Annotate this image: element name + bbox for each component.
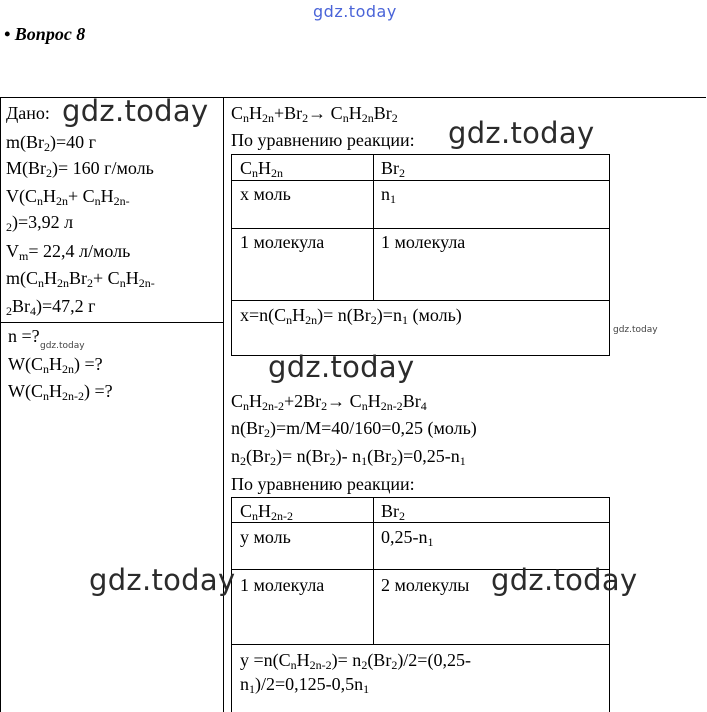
frame-left — [0, 97, 1, 712]
calc-n-br2: $n(Br_2)=m/M=40/160=0,25$ (моль) — [231, 418, 477, 440]
reaction-1: $C_nH_{2n}+Br_2\to C_nH_{2n}Br_2$ — [231, 103, 398, 125]
table-2-cell-excess-br2: $0,25-n_1$ — [381, 527, 434, 549]
find-w-alkyne: $W(C_nH_{2n-2})$ =? — [8, 381, 113, 403]
given-volume-line2: $_2$)=3,92 л — [6, 212, 74, 234]
given-label: Дано: — [6, 103, 50, 123]
table-2-cell-molecule: 1 молекула — [240, 575, 325, 595]
table-2-header-br2: $Br_2$ — [381, 501, 405, 523]
find-w-alkene: $W(C_nH_{2n})$ =? — [8, 354, 103, 376]
table-2-header-alkyne: $C_nH_{2n-2}$ — [240, 501, 294, 523]
table-1-cell-molecule-b: 1 молекула — [381, 232, 466, 252]
table-1-header-br2: $Br_2$ — [381, 158, 405, 180]
question-heading: • Вопрос 8 — [4, 24, 86, 44]
given-molar-volume: $V_m= 22,4$ л/моль — [6, 241, 131, 263]
given-mass-br2: $m(Br_2)=40$ г — [6, 132, 97, 154]
by-equation-label-1: По уравнению реакции: — [231, 130, 415, 150]
table-1-cell-molecule-a: 1 молекула — [240, 232, 325, 252]
table-1-cell-x-mol: x моль — [240, 184, 291, 204]
watermark-middle: gdz.today — [268, 350, 415, 384]
watermark-top: gdz.today — [313, 2, 397, 21]
find-n: n =? — [8, 326, 40, 346]
given-find-separator — [0, 322, 223, 323]
watermark-small-find: gdz.today — [40, 341, 85, 351]
table-2-cell-two-molecules: 2 молекулы — [381, 575, 470, 595]
given-molar-mass-br2: $M(Br_2)= 160$ г/моль — [6, 158, 154, 180]
by-equation-label-2: По уравнению реакции: — [231, 474, 415, 494]
watermark-lower-right: gdz.today — [491, 563, 638, 597]
table-2-footer-line2: $n_1)/2=0,125-0,5n_1$ — [240, 674, 370, 696]
given-volume-line1: $V(C_nH_{2n}+ C_nH_{2n-}$ — [6, 186, 130, 208]
table-1-footer: $x=n(C_nH_{2n})= n(Br_2)=n_1$ (моль) — [240, 305, 462, 327]
reaction-2: $C_nH_{2n-2}+2Br_2\to C_nH_{2n-2}Br_4$ — [231, 391, 427, 413]
watermark-lower-left: gdz.today — [89, 563, 236, 597]
given-mass-products-line2: $_2Br_4)=47,2$ г — [6, 296, 96, 318]
given-mass-products-line1: $m(C_nH_{2n}Br_2+ C_nH_{2n-}$ — [6, 268, 155, 290]
watermark-given: gdz.today — [62, 94, 209, 128]
table-1-cell-n1: $n_1$ — [381, 184, 396, 206]
watermark-equation: gdz.today — [448, 116, 595, 150]
watermark-small-right: gdz.today — [613, 325, 658, 335]
calc-n2-br2: $n_2(Br_2)= n(Br_2)-$ $n_1(Br_2)=0,25-n_1$ — [231, 446, 466, 468]
frame-divider — [223, 97, 224, 712]
table-2-cell-y-mol: y моль — [240, 527, 291, 547]
table-2-footer-line1: $y =n(C_nH_{2n-2})= n_2(Br_2)/2=(0,25-$ — [240, 650, 471, 672]
table-1-header-alkene: $C_nH_{2n}$ — [240, 158, 284, 180]
